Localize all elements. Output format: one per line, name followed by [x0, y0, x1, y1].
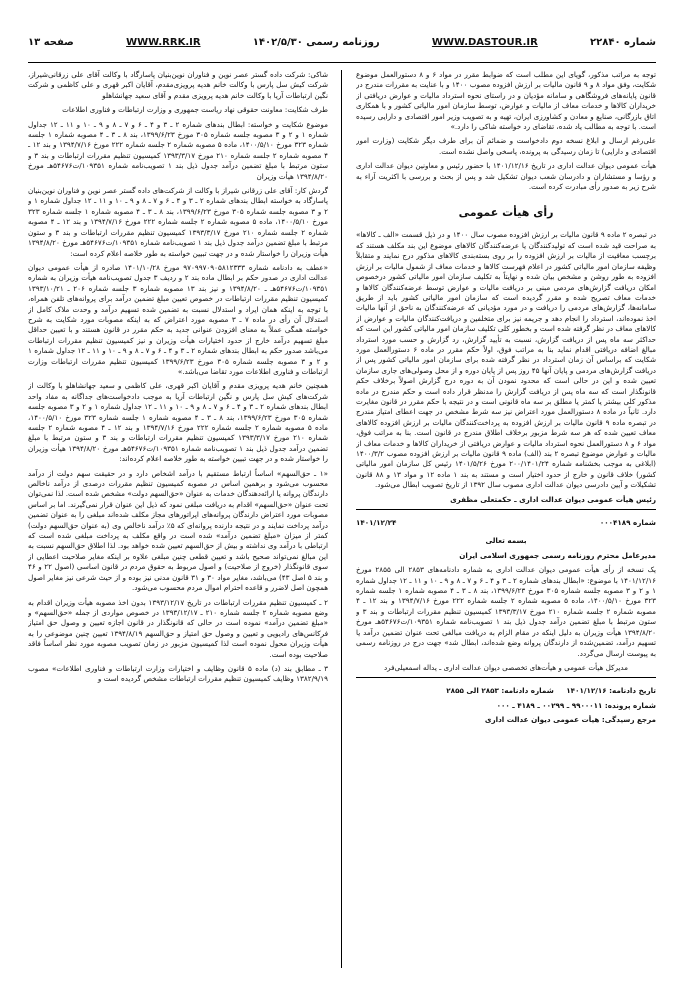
paragraph-session: هیأت عمومی دیوان عدالت اداری در تاریخ ۱۴۰۱/۱۲/۱۶ با حضور رئیس و معاونین دیوان عدالت اداری و رؤسا و مستشاران و دادرسان شعب دیوان تشکیل شد و پس از بحث و بررسی با اکثریت آراء به شرح زیر به صدور رأی مبادرت کرده است.	[356, 161, 656, 192]
vote-number: شماره دادنامه: ۲۸۵۳ الی ۲۸۵۵	[446, 686, 554, 696]
section-divider-2	[356, 677, 656, 678]
paragraph-response: علی‌رغم ارسال و ابلاغ نسخه دوم دادخواست و ضمائم آن برای طرف دیگر شکایت (وزارت امور اقتصادی و دارایی) تا زمان رسیدگی به پرونده، پاسخی واصل نشده است.	[356, 136, 656, 156]
intro-paragraph: توجه به مراتب مذکور، گویای این مطلب است که ضوابط مقرر در مواد ۶ و ۸ دستورالعمل موضوع شکایت، وفق مواد ۸ و ۹ قانون مالیات بر ارزش افزوده مصوب ۱۴۰۰ و با عنایت به مقررات مندرج در قانون پایانه‌های فروشگاهی و سامانه مؤدیان و در راستای نحوه استرداد مالیات و عوارض دریافتی از خریداران کالاها و خدمات معاف از مالیات و عوارض، توسط سازمان امور مالیاتی کشور و با همکاری اتاق بازرگانی، صنایع و معادن و کشاورزی ایران، تهیه و به تصویب وزیر امور اقتصادی و دارایی رسیده است. با توجه به مطالب یاد شده، تقاضای رد خواسته شاکی را دارد.»	[356, 70, 656, 132]
right-column	[356, 70, 656, 968]
argument-item-2: ۲ ـ کمیسیون تنظیم مقررات ارتباطات در تاریخ ۱۳۹۳/۱۲/۱۷ بدون اخذ مصوبه هیأت وزیران اقدام به وضع مصوبه شماره ۲ جلسه شماره ۲۱۰ ـ ۱۳۹۳/۱۲/۱۷ در خصوص مواردی از جمله «حق‌السهم» و «مبلغ تضمین درآمد» نموده است در حالی که قانونگذار در قانون اجازه تعیین و وصول حق امتیاز فرکانس‌های رادیویی و تعیین و وصول حق امتیاز و حق‌السهم ۱۳۹۴/۸/۱۹ تعیین چنین موضوعی را به هیأت وزیران محول نموده است لذا کمیسیون مزبور در زمان تصویب مصوبه مورد نظر اساساً فاقد صلاحیت بوده است.	[28, 597, 328, 659]
column-divider	[341, 70, 342, 968]
letter-closing: مدیرکل هیأت عمومی و هیأت‌های تخصصی دیوان عدالت اداری ـ یداله اسمعیلی‌فرد	[383, 662, 629, 672]
proceedings: گردش کار: آقای علی زرقانی شیراز با وکالت از شرکت‌های داده گستر عصر نوین و فناوران نوین‌بنیان پاسارگاد به خواسته ابطال بندهای شماره ۲ ـ ۳ و ۴ ـ ۶ و ۷ ـ ۸ و ۹ ـ ۱۰ و ۱۱ ـ ۱۲ جداول شماره ۱ و ۲ و ۳ مصوبه جلسه شماره ۳۰۵ مورخ ۱۳۹۹/۶/۲۳، بند ۸ ـ ۳ ـ ۴ مصوبه شماره ۱ جلسه شماره ۳۲۳ مورخ ۱۴۰۰/۵/۱۰، ماده ۵ مصوبه شماره ۲ جلسه شماره ۲۲۲ مورخ ۱۳۹۴/۷/۱۶ و بند ۱۲ ـ ۴ مصوبه شماره ۲ جلسه شماره ۲۱۰ مورخ ۱۳۹۳/۳/۱۷ کمیسیون تنظیم مقررات ارتباطات و بند ۳ و ستون مرتبط با مبلغ تضمین درآمد جدول ذیل بند ۱ تصویب‌نامه شماره ۱۰۹۳۵۱/ت۵۴۶۷۶هـ مورخ ۱۳۹۴/۸/۲۰ هیأت وزیران را خواستار شده و در جهت تبیین خواسته به طور خلاصه اعلام کرده است:	[28, 186, 328, 258]
defendant: طرف شکایت: معاونت حقوقی نهاد ریاست جمهوری و وزارت ارتباطات و فناوری اطلاعات	[62, 105, 328, 115]
doc-date: ۱۴۰۱/۱۲/۲۴	[356, 518, 397, 528]
recipient: مدیرعامل محترم روزنامه رسمی جمهوری اسلامی ایران	[459, 550, 656, 560]
newspaper-page	[28, 22, 656, 972]
page-header	[28, 22, 656, 62]
basmala: بسمه تعالی	[485, 536, 527, 546]
case-number: شماره پرونده: ۹۹۰۰۰۱۱ ـ ۰۰۲۹۹ ـ ۴۱۸۹ ـ ۰۰۰	[496, 700, 656, 710]
quoted-argument-1: «عطف به دادنامه شماره ۹۷۰۹۹۷۰۹۰۵۸۱۲۳۳۳ مورخ ۱۴۰۱/۱۰/۲۸ صادره از هیأت عمومی دیوان عدالت اداری در صدور حکم بر ابطال ماده بند ۲ و ردیف ۳ جدول تصویب‌نامه هیأت وزیران به شماره ۱۰۹۳۵۱/ت۵۴۶۷۶هـ ـ ۱۳۹۴/۸/۲۰ و نیز بند ۱۳ مصوبه شماره ۳ جلسه شماره ۲۰۶ ـ ۱۳۹۳/۱۰/۲۱ کمیسیون تنظیم مقررات ارتباطات در خصوص تعیین مبلغ تضمین درآمد برای پروانه‌های تلفن همراه، با توجه به اینکه همان ایراد و استدلال نسبت به تضمین شده تسهیم درآمد و وحدت ملاک کامل از استدلال آن رأی در ماده ۷ ـ ۳ مصوبه مورد اعتراض که به اینکه مصوبات مورد شکایت به شرح خواسته همگی عملاً به معنای افزودن عنوانی جدید به حکم مقرر در قانون هستند و با تعیین حداقل مبلغ تسهیم درآمد خارج از حدود اختیارات هیأت وزیران و نیز کمیسیون تنظیم مقررات ارتباطات می‌باشد صدور حکم به ابطال بندهای شماره ۲ ـ ۳ و ۴ ـ ۶ و ۷ ـ ۸ و ۹ ـ ۱۰ و ۱۱ ـ ۱۲ جداول شماره ۱ و ۲ و ۳ مصوبه جلسه شماره ۳۰۵ مورخ ۱۳۹۹/۶/۲۳ کمیسیون تنظیم مقررات ارتباطات وزارت ارتباطات و فناوری اطلاعات مورد تقاضا می‌باشد.»	[28, 262, 328, 376]
header-rule	[28, 62, 656, 63]
signature: رئیس هیأت عمومی دیوان عدالت اداری ـ حکمتعلی مظفری	[450, 494, 656, 504]
page-number: صفحه ۱۳	[28, 36, 74, 48]
ruling-text: در تبصره ۲ ماده ۹ قانون مالیات بر ارزش افزوده مصوب سال ۱۴۰۰ و در ذیل قسمت «الف ـ کالاها» به صراحت قید شده است که تولیدکنندگان یا عرضه‌کنندگان کالاهای موضوع این بند مکلف هستند که برچسب معافیت از مالیات بر ارزش افزوده را بر روی بسته‌بندی کالاهای مذکور درج نمایند و متقابلاً وظیفه سازمان امور مالیاتی کشور در اعلام فهرست کالاها و خدمات معاف از شمول مالیات بر ارزش افزوده به طور روشن و مشخص بیان شده و نهایتاً به تکلیف سازمان امور مالیاتی کشور درخصوص امکان دریافت گزارش‌های مردمی مبنی بر دریافت مالیات و عوارض توسط عرضه‌کنندگان کالاها و خدمات معاف تصریح شده و مقرر گردیده است که سازمان امور مالیاتی کشور باید از طریق سامانه‌ها، گزارش‌های مردمی را دریافت و در مورد مؤدیانی که عرضه‌کنندگان به ناحق از آنها مالیات اخذ نموده‌اند، استرداد را انجام دهد و جریمه نیز برای متخلفین و دریافت‌کنندگان مالیات و عوارض از کالاهای معاف در نظر گرفته شده است و بخطور کلی تکلیف سازمان امور مالیاتی کشور این است که حداکثر سه ماه پس از دریافت گزارش، نسبت به تأیید گزارش، رد گزارش و حسب مورد استرداد مبالغ اضافه دریافتی اقدام نماید بنا به مراتب فوق، اولاً حکم مقرر در ماده ۶ دستورالعمل مورد شکایت که براساس آن زمان استرداد در نظر گرفته شده برای سازمان امور مالیاتی کشور پس از دریافت گزارش‌های مردمی و پایان آنها ۴۵ روز پس از پایان دوره و از محل وصولی‌های جاری سازمان تعیین شده و این در حالی است که محدود نمودن آن به دوره درج گزارش اصولاً برخلاف حکم قانونگذار است که سه ماه پس از دریافت گزارش را مدنظر قرار داده است و حکم مندرج در ماده مذکور کلی بیشتر یا کمتر یا مطلق بر سه ماه قانونی است و در نتیجه با حکم مقرر در قانون مغایرت دارد. ثانیاً در ماده ۸ دستورالعمل مورد اعتراض نیز سه شرط مشخص در جهت اعطای امتیاز مندرج در تبصره ماده ۹ قانون مالیات بر ارزش افزوده به پرداخت‌کنندگان مالیات بر ارزش افزوده کالاهای معاف تعیین شده که هر سه شرط مزبور برخلاف اطلاق مندرج در قانون است. بنا به مراتب فوق، مواد ۶ و ۸ دستورالعمل نحوه استرداد مالیات و عوارض دریافتی از خریداران کالاها و خدمات معاف از مالیات و عوارض موضوع تبصره ۲ بند (الف) ماده ۹ قانون مالیات بر ارزش افزوده مصوب ۱۴۰۰/۳/۲ (ابلاغی به موجب بخشنامه شماره ۲۰۰/۱۴۰۱/۲۴ مورخ ۱۴۰۱/۵/۲۶ رئیس کل سازمان امور مالیاتی کشور) خلاف قانون و خارج از حدود اختیار است و مستند به بند ۱ ماده ۱۲ و مواد ۱۳ و ۸۸ قانون تشکیلات و آیین دادرسی دیوان عدالت اداری مصوب سال ۱۳۹۲ از تاریخ تصویب ابطال می‌شود.	[356, 230, 656, 490]
left-column	[28, 70, 328, 968]
issue-number: شماره ۲۲۸۴۰	[590, 36, 656, 48]
site-link-dastour[interactable]: WWW.DASTOUR.IR	[431, 36, 538, 48]
letter-meta	[356, 518, 656, 528]
site-link-rrk[interactable]: WWW.RRK.IR	[126, 36, 201, 48]
vote-date: تاریخ دادنامه: ۱۴۰۱/۱۲/۱۶	[566, 686, 656, 696]
ruling-heading: رأی هیأت عمومی	[458, 206, 554, 220]
argument-item-1: «۱ ـ حق‌السهم» اساساً ارتباط مستقیم با درآمد اشخاص دارد و در حقیقت سهم دولت از درآمد محسوب می‌شود و برهمین اساس در مصوبه کمیسیون تنظیم مقررات درصدی از درآمد ناخالص دارندگان پروانه یا ارائه‌دهندگان خدمات به عنوان «حق‌السهم دولت» مشخص شده است. لذا نمی‌توان تحت عنوان «حق‌السهم» اقدام به دریافت مبلغی نمود که ذیل این عنوان قرار نمی‌گیرند. اما بر اساس مصوبات مورد اعتراض دارندگان پروانه‌های اپراتورهای مجاز مکلف شده‌اند مبلغی را به عنوان تضمین درآمد پرداخت نمایند و در نتیجه دارنده پروانه‌ای که ۵٪ درآمد ناخالص وی (به عنوان حق‌السهم دولت) کمتر از میزان «مبلغ تضمین درآمد» شده است در واقع مکلف به پرداخت مبلغی شده است که ارتباطی با درآمد وی نداشته و بیش از حق‌السهم تعیین شده خواهد بود. لذا اطلاق حق‌السهم نسبت به این مبالغ نمی‌تواند صحیح باشد و تعیین قطعی چنین مبلغی علاوه بر اینکه مغایر صلاحیت اعطایی از سوی قانونگذار (خروج از صلاحیت) و اصول مربوط به حقوق مردم در قانون اساسی (اصول ۲۲ و ۴۶ و بند ۵ اصل ۴۳) می‌باشد، مغایر مواد ۳۰ و ۳۱ قانون مدنی نیز بوده و از حیث شرعی نیز مغایر اصول همچون اصل لاضرر و قاعده احترام اموال مردم محسوب می‌شود.	[28, 468, 328, 593]
vote-date-and-number	[356, 686, 656, 696]
newspaper-date: روزنامه رسمی ۱۴۰۲/۵/۳۰	[252, 36, 380, 48]
section-divider	[356, 509, 656, 510]
subject: موضوع شکایت و خواسته: ابطال بندهای شماره ۲ ـ ۳ و ۴ ـ ۶ و ۷ ـ ۸ و ۹ ـ ۱۰ و ۱۱ ـ ۱۲ جداول شماره ۱ و ۲ و ۳ مصوبه جلسه شماره ۳۰۵ مورخ ۱۳۹۹/۶/۲۳، بند ۸ ـ ۳ ـ ۴ مصوبه شماره ۱ جلسه شماره ۳۲۳ مورخ ۱۴۰۰/۵/۱۰، ماده ۵ مصوبه شماره ۲ جلسه شماره ۲۲۲ مورخ ۱۳۹۴/۷/۱۶ و بند ۱۲ ـ ۴ مصوبه شماره ۲ جلسه شماره ۲۱۰ مورخ ۱۳۹۳/۳/۱۷ کمیسیون تنظیم مقررات ارتباطات و بند ۳ و ستون مرتبط با مبلغ تضمین درآمد جدول ذیل بند ۱ تصویب‌نامه شماره ۱۰۹۳۵۱/ت۵۴۶۷۶هـ مورخ ۱۳۹۴/۸/۲۰ هیأت وزیران	[28, 119, 328, 181]
doc-number: شماره ۰۰۰۴۱۸۹	[599, 518, 656, 528]
plaintiff: شاکی: شرکت داده گستر عصر نوین و فناوران نوین‌بنیان پاسارگاد با وکالت آقای علی زرقانی‌شیراز، شرکت کیش سل پارس با وکالت خانم هدیه پرویزی‌مقدم، آقایان اکبر قهری و علی کاظمی و شرکت نگین ارتباطات آریا با وکالت خانم هدیه پرویزی مقدم و آقای سعید جهانشاهلو	[28, 70, 328, 100]
argument-item-3: ۳ ـ مطابق بند (د) ماده ۵ قانون وظایف و اختیارات وزارت ارتباطات و فناوری اطلاعات» مصوب ۱۳۸۲/۹/۱۹ وظایف کمیسیون تنظیم مقررات ارتباطات مشخص گردیده است و	[28, 663, 328, 684]
other-plaintiffs: همچنین خانم هدیه پرویزی مقدم و آقایان اکبر قهری، علی کاظمی و سعید جهانشاهلو با وکالت از شرکت‌های کیش سل پارس و نگین ارتباطات آریا به موجب دادخواست‌های جداگانه به مفاد واحد ابطال بندهای شماره ۲ ـ ۳ و ۴ ـ ۶ و ۷ ـ ۸ و ۹ ـ ۱۰ و ۱۱ ـ ۱۲ جداول شماره ۱ و ۲ و ۳ مصوبه جلسه شماره ۳۰۵ مورخ ۱۳۹۹/۶/۲۳، بند ۸ ـ ۳ ـ ۴ مصوبه شماره ۱ جلسه شماره ۳۲۳ مورخ ۱۴۰۰/۵/۱۰، ماده ۵ مصوبه شماره ۲ جلسه شماره ۲۲۲ مورخ ۱۳۹۴/۷/۱۶ و بند ۱۲ ـ ۴ مصوبه شماره ۲ جلسه شماره ۲۱۰ مورخ ۱۳۹۳/۳/۱۷ کمیسیون تنظیم مقررات ارتباطات و بند ۳ و ستون مرتبط با مبلغ تضمین درآمد جدول ذیل بند ۱ تصویب‌نامه شماره ۱۰۹۳۵۱/ت۵۴۶۷۶هـ مورخ ۱۳۹۴/۸/۲۰ هیأت وزیران را خواستار شده و در جهت تبیین خواسته به طور خلاصه اعلام کرده‌اند:	[28, 381, 328, 464]
letter-body: یک نسخه از رأی هیأت عمومی دیوان عدالت اداری به شماره دادنامه‌های ۲۸۵۳ الی ۲۸۵۵ مورخ ۱۴۰۱/۱۲/۱۶ با موضوع: «ابطال بندهای شماره ۲ ـ ۳ و ۴ ـ ۶ و ۷ ـ ۸ و ۹ ـ ۱۰ و ۱۱ ـ ۱۲ جداول شماره ۱ و ۲ و ۳ مصوبه جلسه شماره ۳۰۵ مورخ ۱۳۹۹/۶/۲۳، بند ۸ ـ ۳ ـ ۴ مصوبه شماره ۱ جلسه شماره ۳۲۳ مورخ ۱۴۰۰/۵/۱۰، ماده ۵ مصوبه شماره ۲ جلسه شماره ۲۲۲ مورخ ۱۳۹۴/۷/۱۶ و بند ۱۲ ـ ۴ مصوبه شماره ۲ جلسه شماره ۲۱۰ مورخ ۱۳۹۳/۳/۱۷ کمیسیون تنظیم مقررات ارتباطات و بند ۳ و ستون مرتبط با مبلغ تضمین درآمد جدول ذیل بند ۱ تصویب‌نامه شماره ۱۰۹۳۵۱/ت۵۴۶۷۶هـ مورخ ۱۳۹۴/۸/۲۰ هیأت وزیران به دلیل اینکه در مقام الزام به دریافت مبالغی تحت عنوان تضمین درآمد یا تسهیم درآمد، تضمین‌شده از دارندگان پروانه وضع شده‌اند، ابطال شد» جهت درج در روزنامه رسمی به پیوست ارسال می‌گردد.	[356, 565, 656, 658]
authority: مرجع رسیدگی: هیأت عمومی دیوان عدالت اداری	[484, 715, 656, 725]
